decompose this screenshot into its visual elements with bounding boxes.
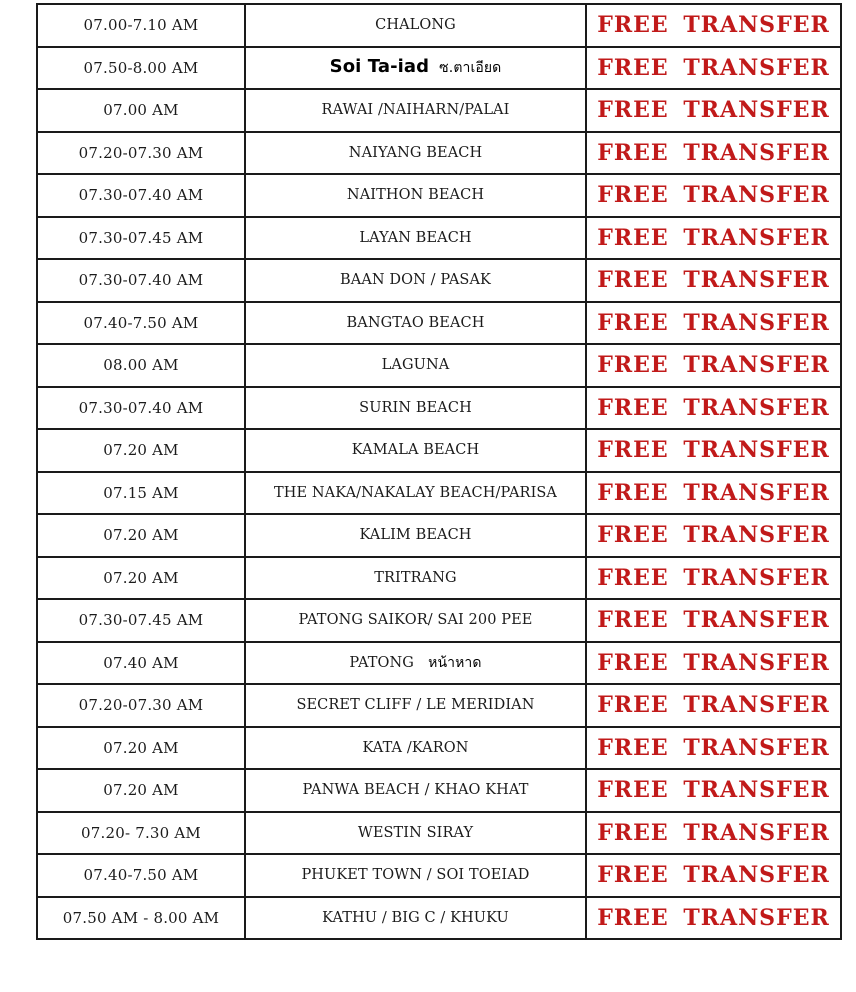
table-row (37, 4, 841, 47)
table-row (37, 897, 841, 940)
pickup-time: 07.20 AM (37, 557, 245, 600)
transfer-note: FREE TRANSFER (586, 429, 841, 472)
pickup-location: RAWAI /NAIHARN/PALAI (245, 89, 586, 132)
pickup-time: 08.00 AM (37, 344, 245, 387)
transfer-note: FREE TRANSFER (586, 599, 841, 642)
transfer-note: FREE TRANSFER (586, 4, 841, 47)
pickup-location (245, 47, 586, 90)
pickup-location (245, 642, 586, 685)
pickup-location: BANGTAO BEACH (245, 302, 586, 345)
transfer-note: FREE TRANSFER (586, 897, 841, 940)
pickup-location-english: PATONG (349, 654, 414, 671)
pickup-time: 07.30-07.45 AM (37, 599, 245, 642)
pickup-location: KATA /KARON (245, 727, 586, 770)
pickup-location: KAMALA BEACH (245, 429, 586, 472)
pickup-time: 07.20 AM (37, 727, 245, 770)
pickup-location: KALIM BEACH (245, 514, 586, 557)
table-row (37, 472, 841, 515)
pickup-location: BAAN DON / PASAK (245, 259, 586, 302)
transfer-note: FREE TRANSFER (586, 387, 841, 430)
pickup-location: PHUKET TOWN / SOI TOEIAD (245, 854, 586, 897)
transfer-note: FREE TRANSFER (586, 174, 841, 217)
table-row (37, 387, 841, 430)
pickup-location-thai: หน้าหาด (428, 654, 482, 671)
transfer-note: FREE TRANSFER (586, 557, 841, 600)
table-row (37, 684, 841, 727)
transfer-note: FREE TRANSFER (586, 684, 841, 727)
pickup-time: 07.20-07.30 AM (37, 132, 245, 175)
pickup-time: 07.15 AM (37, 472, 245, 515)
transfer-note: FREE TRANSFER (586, 727, 841, 770)
pickup-time: 07.50 AM - 8.00 AM (37, 897, 245, 940)
pickup-time: 07.40-7.50 AM (37, 302, 245, 345)
transfer-note: FREE TRANSFER (586, 514, 841, 557)
table-row (37, 514, 841, 557)
pickup-time: 07.30-07.40 AM (37, 259, 245, 302)
pickup-location: TRITRANG (245, 557, 586, 600)
table-row (37, 259, 841, 302)
pickup-time: 07.20-07.30 AM (37, 684, 245, 727)
pickup-time: 07.50-8.00 AM (37, 47, 245, 90)
table-row (37, 89, 841, 132)
pickup-location: NAIYANG BEACH (245, 132, 586, 175)
pickup-time: 07.20 AM (37, 514, 245, 557)
transfer-note: FREE TRANSFER (586, 302, 841, 345)
pickup-time: 07.40-7.50 AM (37, 854, 245, 897)
pickup-location: LAYAN BEACH (245, 217, 586, 260)
table-row (37, 854, 841, 897)
table-row (37, 47, 841, 90)
pickup-location: KATHU / BIG C / KHUKU (245, 897, 586, 940)
pickup-location: WESTIN SIRAY (245, 812, 586, 855)
transfer-note: FREE TRANSFER (586, 217, 841, 260)
table-row (37, 812, 841, 855)
pickup-schedule-table (36, 3, 842, 940)
table-row (37, 769, 841, 812)
pickup-location: PANWA BEACH / KHAO KHAT (245, 769, 586, 812)
pickup-time: 07.20- 7.30 AM (37, 812, 245, 855)
pickup-location-thai: ซ.ตาเอียด (439, 60, 502, 77)
pickup-location: PATONG SAIKOR/ SAI 200 PEE (245, 599, 586, 642)
table-row (37, 429, 841, 472)
pickup-location: NAITHON BEACH (245, 174, 586, 217)
table-row (37, 557, 841, 600)
transfer-note: FREE TRANSFER (586, 47, 841, 90)
transfer-note: FREE TRANSFER (586, 812, 841, 855)
table-row (37, 727, 841, 770)
pickup-time: 07.20 AM (37, 769, 245, 812)
transfer-note: FREE TRANSFER (586, 344, 841, 387)
transfer-note: FREE TRANSFER (586, 472, 841, 515)
pickup-location-english: Soi Ta-iad (329, 56, 430, 78)
pickup-time: 07.30-07.40 AM (37, 387, 245, 430)
pickup-location: LAGUNA (245, 344, 586, 387)
transfer-note: FREE TRANSFER (586, 259, 841, 302)
transfer-note: FREE TRANSFER (586, 132, 841, 175)
table-row (37, 174, 841, 217)
pickup-location: SECRET CLIFF / LE MERIDIAN (245, 684, 586, 727)
transfer-note: FREE TRANSFER (586, 642, 841, 685)
table-row (37, 599, 841, 642)
table-row (37, 302, 841, 345)
table-row (37, 344, 841, 387)
pickup-location: SURIN BEACH (245, 387, 586, 430)
pickup-time: 07.00-7.10 AM (37, 4, 245, 47)
pickup-location: THE NAKA/NAKALAY BEACH/PARISA (245, 472, 586, 515)
table-row (37, 132, 841, 175)
pickup-time: 07.20 AM (37, 429, 245, 472)
pickup-time: 07.40 AM (37, 642, 245, 685)
transfer-note: FREE TRANSFER (586, 854, 841, 897)
table-row (37, 642, 841, 685)
transfer-note: FREE TRANSFER (586, 89, 841, 132)
pickup-time: 07.30-07.40 AM (37, 174, 245, 217)
table-row (37, 217, 841, 260)
pickup-time: 07.00 AM (37, 89, 245, 132)
transfer-note: FREE TRANSFER (586, 769, 841, 812)
pickup-location: CHALONG (245, 4, 586, 47)
pickup-time: 07.30-07.45 AM (37, 217, 245, 260)
